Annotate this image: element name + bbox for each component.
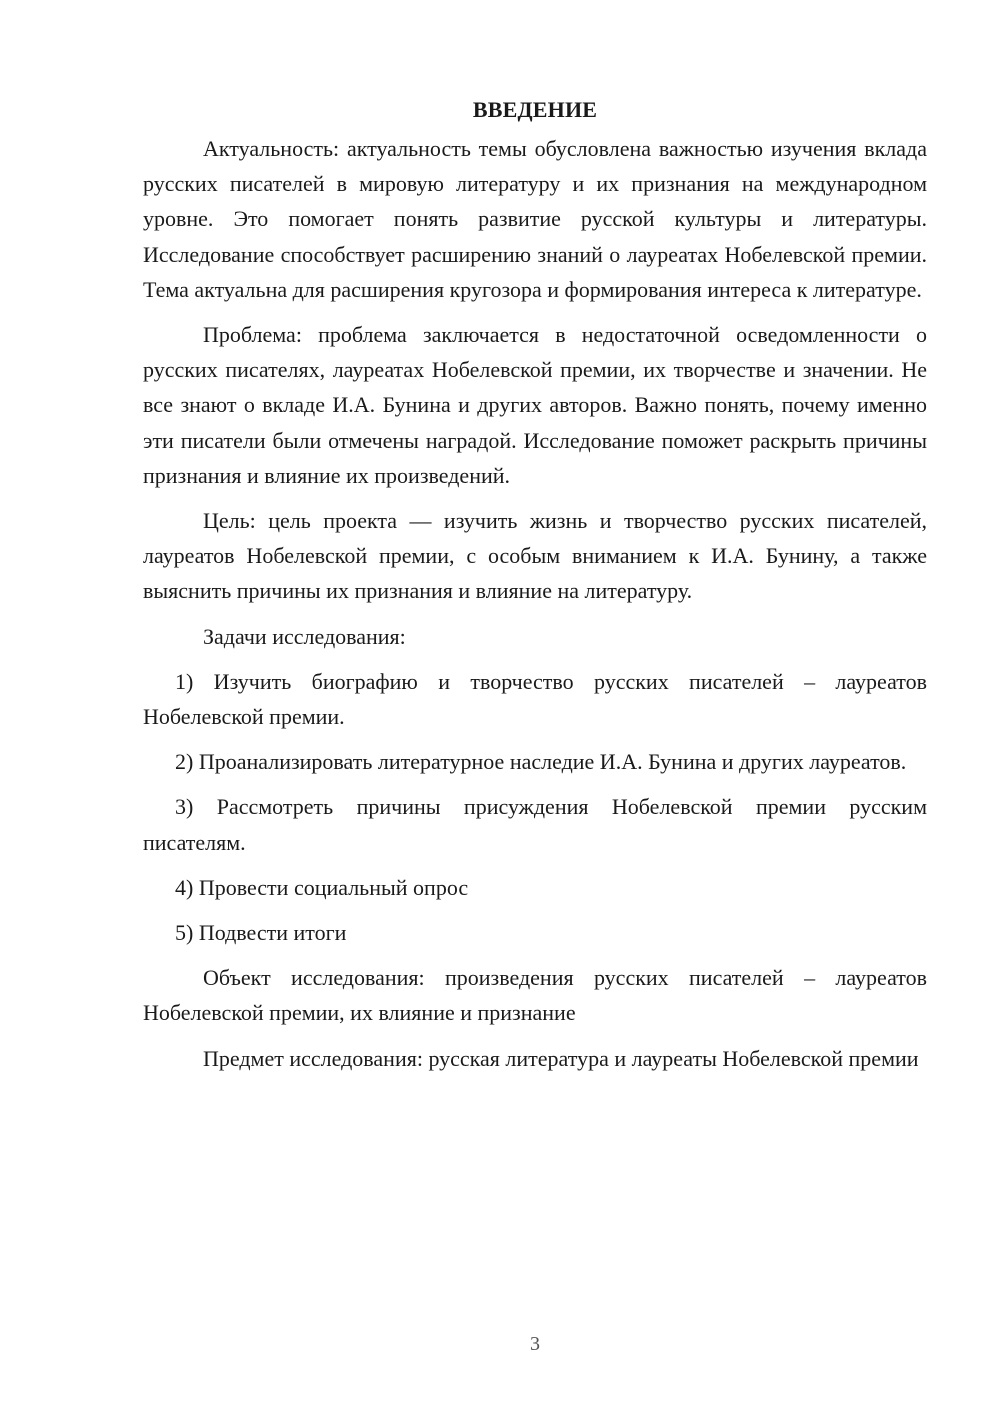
task-item-4: 4) Провести социальный опрос [175, 874, 469, 900]
subject-paragraph: Предмет исследования: русская литература и лауреаты Нобелевской премии [203, 1045, 919, 1071]
page-title: ВВЕДЕНИЕ [472, 97, 598, 122]
relevance-paragraph: Актуальность: актуальность темы обусловлена важностью изучения вклада русских писателей в мировую литературу и их признания на международном уровне. Это помогает понять развитие русской культуры и литературы. Исследование способствует расширению знаний о лауреатах Нобелевской премии. Тема актуальна для расширения кругозора и формирования интереса к литературе. [143, 136, 927, 302]
tasks-heading: Задачи исследования: [203, 623, 406, 649]
task-item-1: 1) Изучить биографию и творчество русских писателей – лауреатов Нобелевской премии. [143, 668, 927, 730]
task-item-5: 5) Подвести итоги [175, 920, 347, 946]
task-item-3: 3) Рассмотреть причины присуждения Нобелевской премии русским писателям. [143, 794, 927, 855]
problem-paragraph: Проблема: проблема заключается в недостаточной осведомленности о русских писателях, лауреатах Нобелевской премии, их творчестве и значении. Не все знают о вкладе И.А. Бунина и других авторов. Важно понять, почему именно эти писатели были отмечены наградой. Исследование поможет раскрыть причины признания и влияние их произведений. [143, 322, 927, 488]
object-paragraph: Объект исследования: произведения русских писателей – лауреатов Нобелевской премии, их влияние и признание [143, 965, 927, 1026]
page-number: 3 [530, 1333, 540, 1355]
document-page [143, 92, 927, 1086]
task-item-2: 2) Проанализировать литературное наследие И.А. Бунина и других лауреатов. [175, 749, 907, 775]
goal-paragraph: Цель: цель проекта — изучить жизнь и творчество русских писателей, лауреатов Нобелевской премии, с особым вниманием к И.А. Бунину, а также выяснить причины их признания и влияние на литературу. [143, 508, 927, 604]
